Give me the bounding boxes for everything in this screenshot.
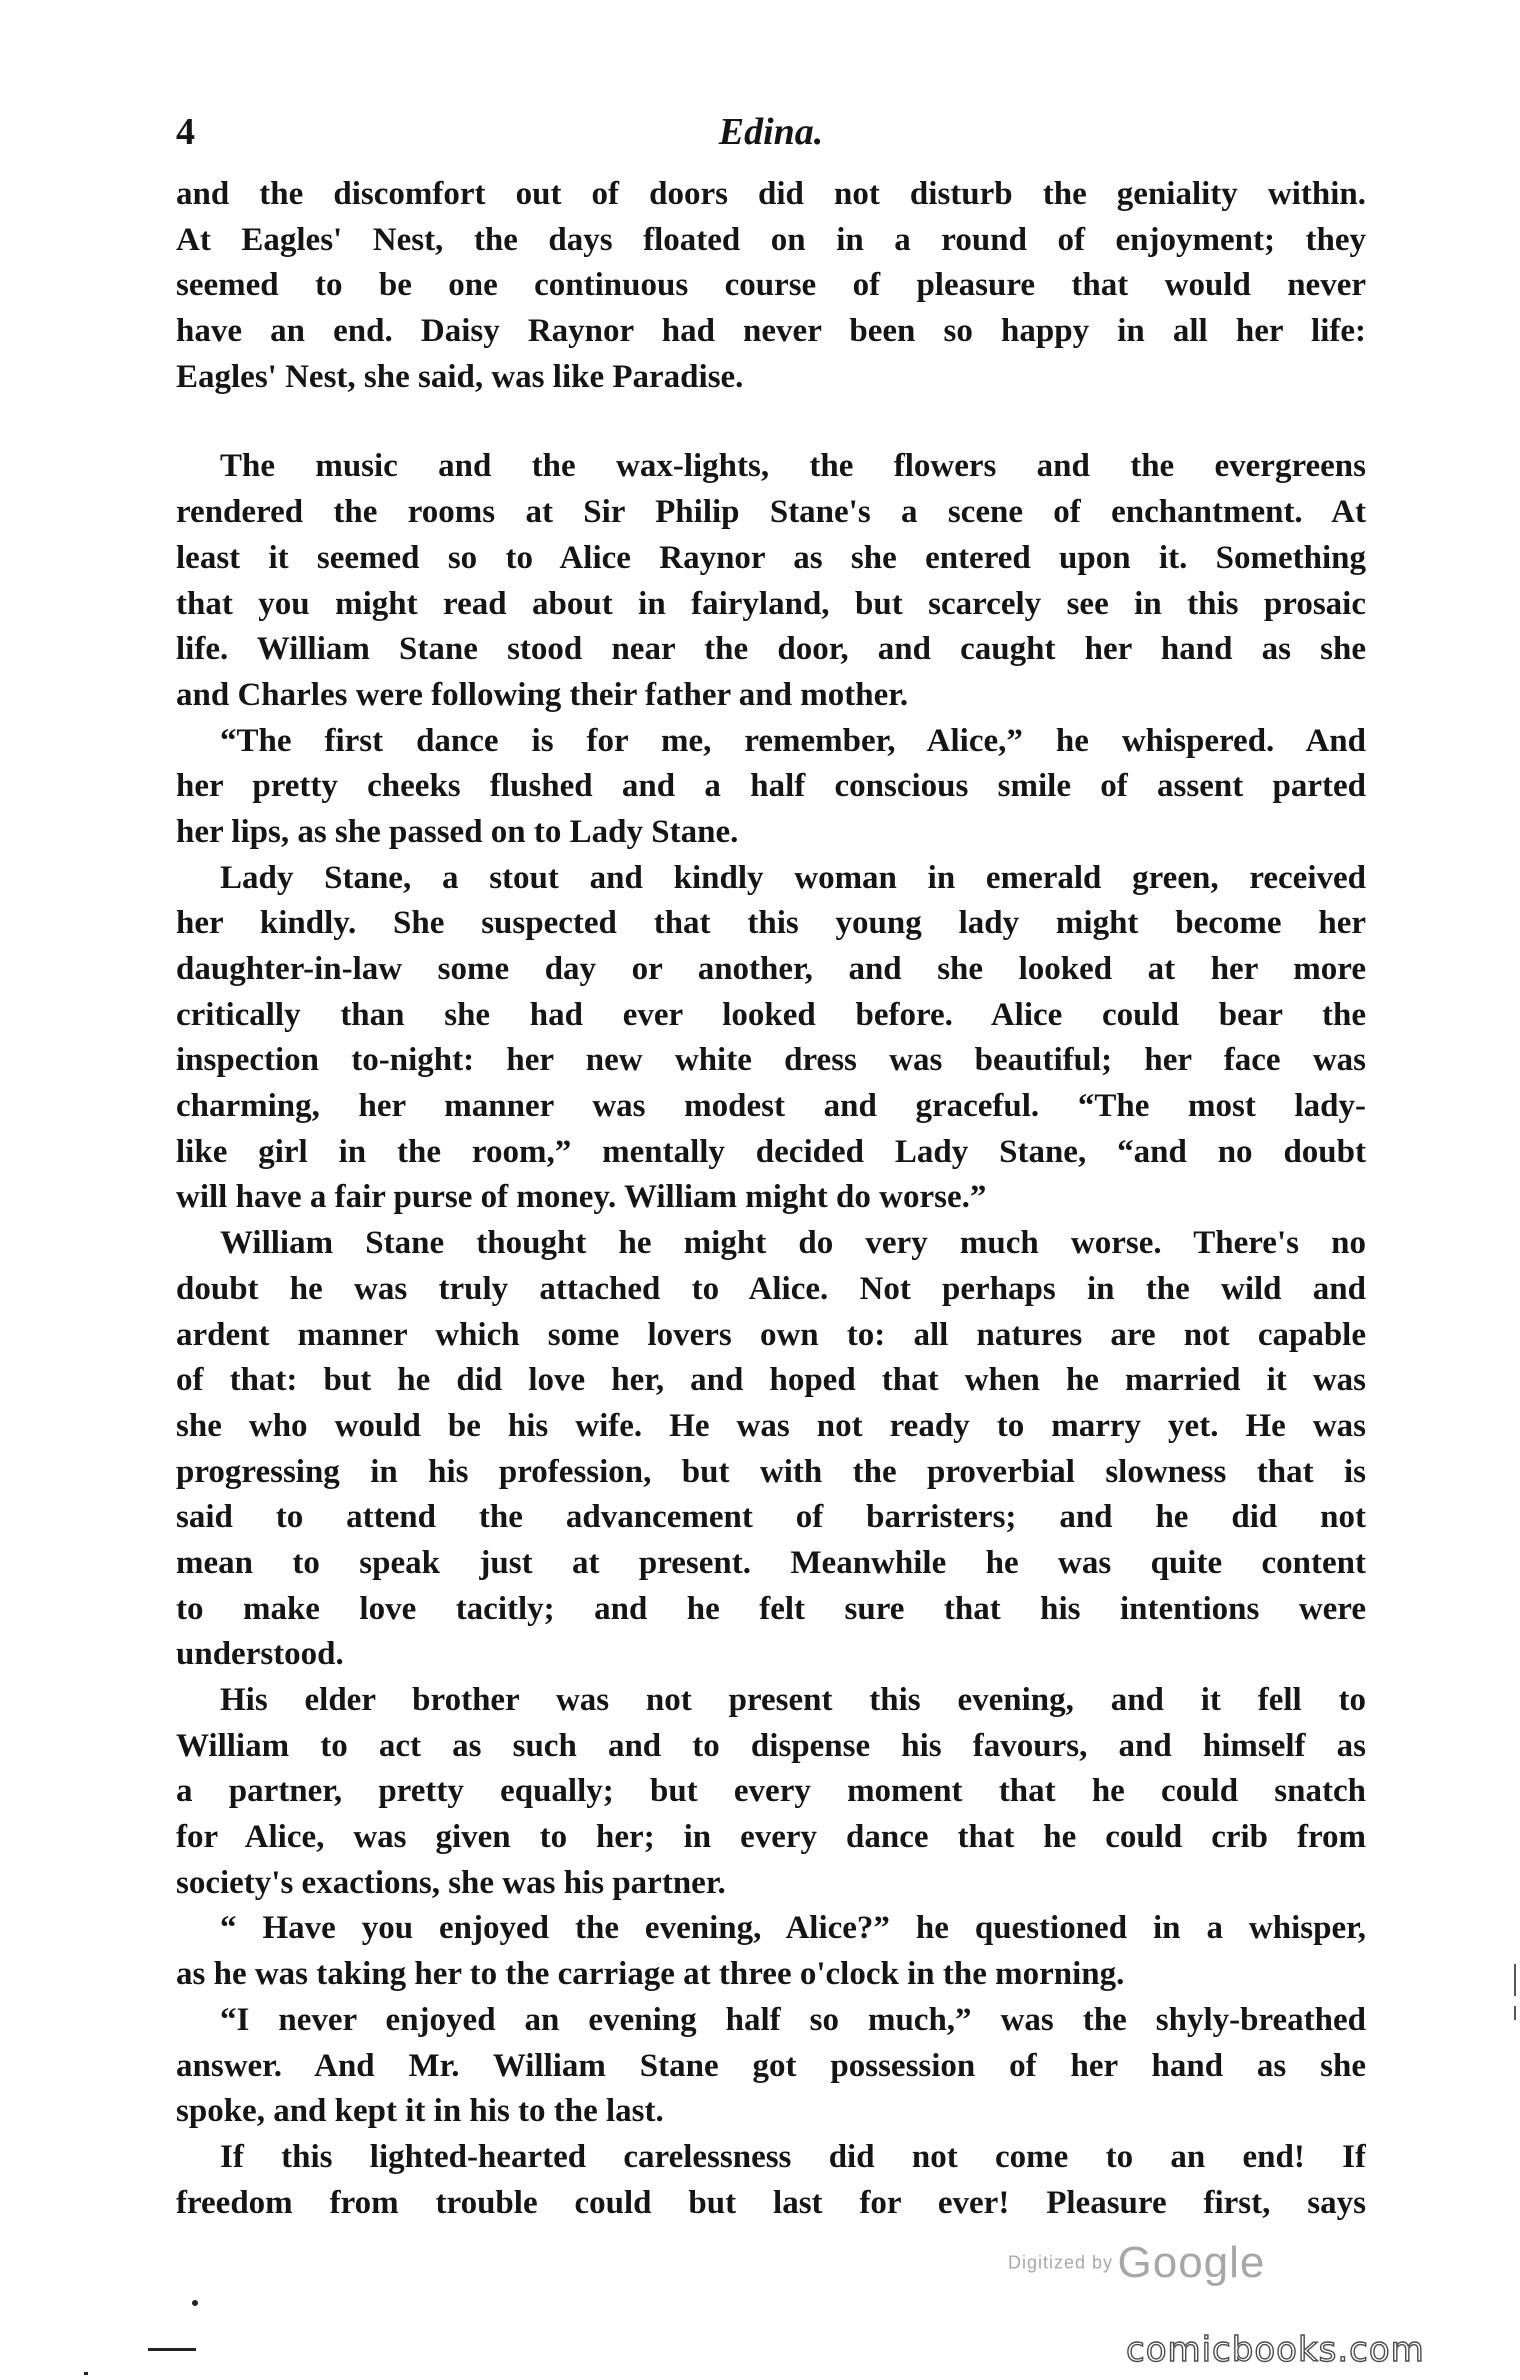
text-line: said to attend the advancement of barristers; and he did not bbox=[176, 1499, 1366, 1536]
text-line: William to act as such and to dispense his favours, and himself as bbox=[176, 1727, 1366, 1764]
text-line: will have a fair purse of money. William might do worse.” bbox=[176, 1179, 987, 1216]
running-head bbox=[176, 110, 1366, 174]
text-line: spoke, and kept it in his to the last. bbox=[176, 2093, 664, 2130]
text-line: answer. And Mr. William Stane got possession of her hand as she bbox=[176, 2047, 1366, 2084]
text-line: for Alice, was given to her; in every dance that he could crib from bbox=[176, 1819, 1366, 1856]
text-line: progressing in his profession, but with the proverbial slowness that is bbox=[176, 1453, 1366, 1490]
text-line: and Charles were following their father and mother. bbox=[176, 676, 909, 713]
watermark-prefix: Digitized by bbox=[1008, 2252, 1114, 2273]
text-line: inspection to-night: her new white dress was beautiful; her face was bbox=[176, 1042, 1366, 1079]
running-title: Edina. bbox=[718, 111, 824, 153]
margin-mark bbox=[1514, 1964, 1516, 1996]
text-line: have an end. Daisy Raynor had never been so happy in all her life: bbox=[176, 313, 1366, 350]
text-line: ardent manner which some lovers own to: all natures are not capable bbox=[176, 1316, 1366, 1353]
text-line: Lady Stane, a stout and kindly woman in emerald green, received bbox=[220, 859, 1366, 896]
ink-dot bbox=[192, 2300, 198, 2306]
text-line: to make love tacitly; and he felt sure that his intentions were bbox=[176, 1590, 1366, 1627]
text-line: seemed to be one continuous course of pleasure that would never bbox=[176, 267, 1366, 304]
text-line: her lips, as she passed on to Lady Stane. bbox=[176, 813, 739, 850]
page-number: 4 bbox=[176, 111, 195, 153]
text-line: like girl in the room,” mentally decided Lady Stane, “and no doubt bbox=[176, 1133, 1366, 1170]
text-line: life. William Stane stood near the door, and caught her hand as she bbox=[176, 631, 1366, 668]
text-line: her pretty cheeks flushed and a half conscious smile of assent parted bbox=[176, 768, 1366, 805]
text-line: charming, her manner was modest and graceful. “The most lady- bbox=[176, 1088, 1366, 1125]
site-watermark: comicbooks.com bbox=[1126, 2330, 1425, 2370]
ink-speck bbox=[84, 2372, 88, 2375]
text-line: daughter-in-law some day or another, and she looked at her more bbox=[176, 951, 1366, 987]
text-line: and the discomfort out of doors did not disturb the geniality within. bbox=[176, 176, 1366, 212]
text-line: of that: but he did love her, and hoped that when he married it was bbox=[176, 1362, 1366, 1399]
text-line: If this lighted-hearted carelessness did not come to an end! If bbox=[220, 2138, 1366, 2175]
section-break bbox=[176, 400, 1366, 444]
text-line: Eagles' Nest, she said, was like Paradise. bbox=[176, 358, 744, 395]
text-line: critically than she had ever looked before. Alice could bear the bbox=[176, 996, 1366, 1033]
text-line: “I never enjoyed an evening half so much,” was the shyly-breathed bbox=[220, 2001, 1366, 2038]
body-text bbox=[176, 172, 1366, 2226]
watermark-brand: Google bbox=[1117, 2238, 1266, 2287]
text-line: she who would be his wife. He was not ready to marry yet. He was bbox=[176, 1407, 1366, 1444]
text-line: His elder brother was not present this evening, and it fell to bbox=[220, 1682, 1366, 1718]
text-line: that you might read about in fairyland, but scarcely see in this prosaic bbox=[176, 585, 1366, 622]
text-line: The music and the wax-lights, the flowers and the evergreens bbox=[220, 448, 1366, 485]
text-line: William Stane thought he might do very much worse. There's no bbox=[220, 1225, 1366, 1262]
text-line: least it seemed so to Alice Raynor as she entered upon it. Something bbox=[176, 539, 1366, 576]
text-line: a partner, pretty equally; but every moment that he could snatch bbox=[176, 1773, 1366, 1810]
text-line: At Eagles' Nest, the days floated on in a round of enjoyment; they bbox=[176, 221, 1366, 258]
ink-dash bbox=[148, 2348, 196, 2351]
text-line: understood. bbox=[176, 1636, 344, 1673]
text-line: mean to speak just at present. Meanwhile he was quite content bbox=[176, 1544, 1366, 1581]
text-line: “The first dance is for me, remember, Alice,” he whispered. And bbox=[220, 722, 1366, 759]
text-line: freedom from trouble could but last for ever! Pleasure first, says bbox=[176, 2184, 1366, 2221]
text-line: doubt he was truly attached to Alice. Not perhaps in the wild and bbox=[176, 1270, 1366, 1307]
digitization-watermark bbox=[1008, 2238, 1266, 2287]
text-line: her kindly. She suspected that this young lady might become her bbox=[176, 905, 1366, 942]
text-line: rendered the rooms at Sir Philip Stane's a scene of enchantment. At bbox=[176, 494, 1366, 531]
margin-mark bbox=[1514, 2006, 1516, 2020]
text-line: as he was taking her to the carriage at three o'clock in the morning. bbox=[176, 1956, 1125, 1993]
text-line: society's exactions, she was his partner. bbox=[176, 1864, 726, 1901]
text-line: “ Have you enjoyed the evening, Alice?” he questioned in a whisper, bbox=[220, 1910, 1366, 1947]
